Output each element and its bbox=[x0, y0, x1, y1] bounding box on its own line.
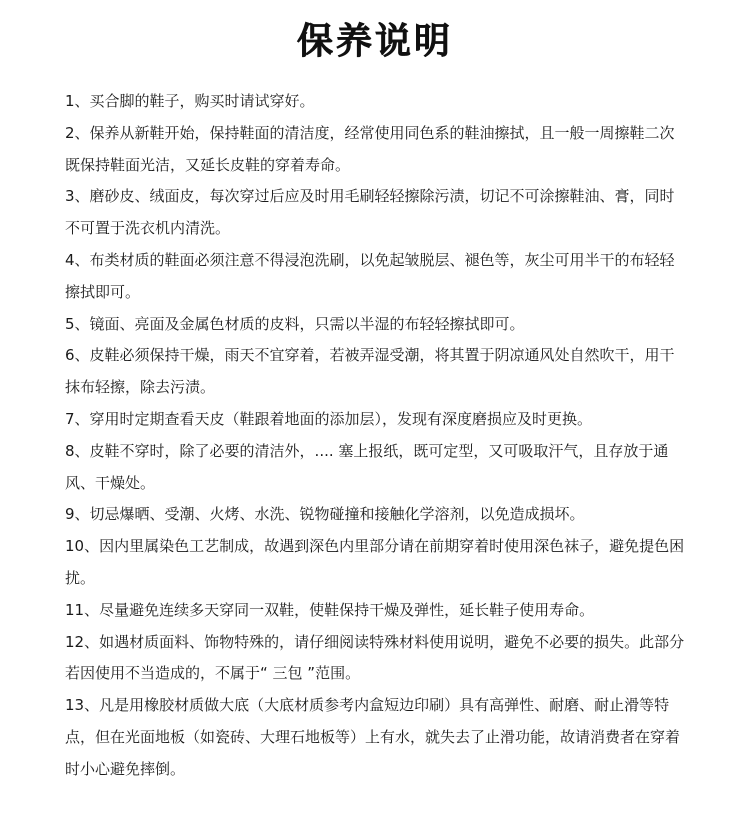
instruction-item-13: 13、凡是用橡胶材质做大底（大底材质参考内盒短边印刷）具有高弹性、耐磨、耐止滑等特点，但在光面地板（如瓷砖、大理石地板等）上有水，就失去了止滑功能，故请消费者在穿着时小心避免摔倒。 bbox=[65, 696, 681, 778]
instruction-item-12: 12、如遇材质面料、饰物特殊的，请仔细阅读特殊材料使用说明，避免不必要的损失。此部分若因使用不当造成的，不属于“ 三包 ”范围。 bbox=[65, 632, 685, 683]
instruction-item-9: 9、切忌爆晒、受潮、火烤、水洗、锐物碰撞和接触化学溶剂，以免造成损坏。 bbox=[65, 505, 585, 524]
instruction-item-6: 6、皮鞋必须保持干燥，雨天不宜穿着，若被弄湿受潮，将其置于阴凉通风处自然吹干，用干抹布轻擦，除去污渍。 bbox=[65, 346, 675, 397]
instruction-item-8: 8、皮鞋不穿时，除了必要的清洁外，.... 塞上报纸，既可定型，又可吸取汗气，且存放于通风、干燥处。 bbox=[65, 441, 669, 492]
instruction-item-2: 2、保养从新鞋开始，保持鞋面的清洁度，经常使用同色系的鞋油擦拭，且一般一周擦鞋二次既保持鞋面光洁，又延长皮鞋的穿着寿命。 bbox=[65, 123, 675, 174]
instruction-item-3: 3、磨砂皮、绒面皮，每次穿过后应及时用毛刷轻轻擦除污渍，切记不可涂擦鞋油、膏，同时不可置于洗衣机内清洗。 bbox=[65, 187, 675, 238]
instruction-list bbox=[65, 86, 685, 786]
instruction-item-4: 4、布类材质的鞋面必须注意不得浸泡洗刷，以免起皱脱层、褪色等，灰尘可用半干的布轻轻擦拭即可。 bbox=[65, 250, 675, 301]
instruction-item-7: 7、穿用时定期查看天皮（鞋跟着地面的添加层），发现有深度磨损应及时更换。 bbox=[65, 409, 593, 428]
page-title: 保养说明 bbox=[296, 21, 453, 62]
instruction-item-11: 11、尽量避免连续多天穿同一双鞋，使鞋保持干燥及弹性，延长鞋子使用寿命。 bbox=[65, 600, 595, 619]
instruction-item-1: 1、买合脚的鞋子，购买时请试穿好。 bbox=[65, 92, 315, 110]
instruction-item-10: 10、因内里属染色工艺制成，故遇到深色内里部分请在前期穿着时使用深色袜子，避免提色困扰。 bbox=[65, 537, 685, 587]
instruction-item-5: 5、镜面、亮面及金属色材质的皮料，只需以半湿的布轻轻擦拭即可。 bbox=[65, 314, 525, 333]
